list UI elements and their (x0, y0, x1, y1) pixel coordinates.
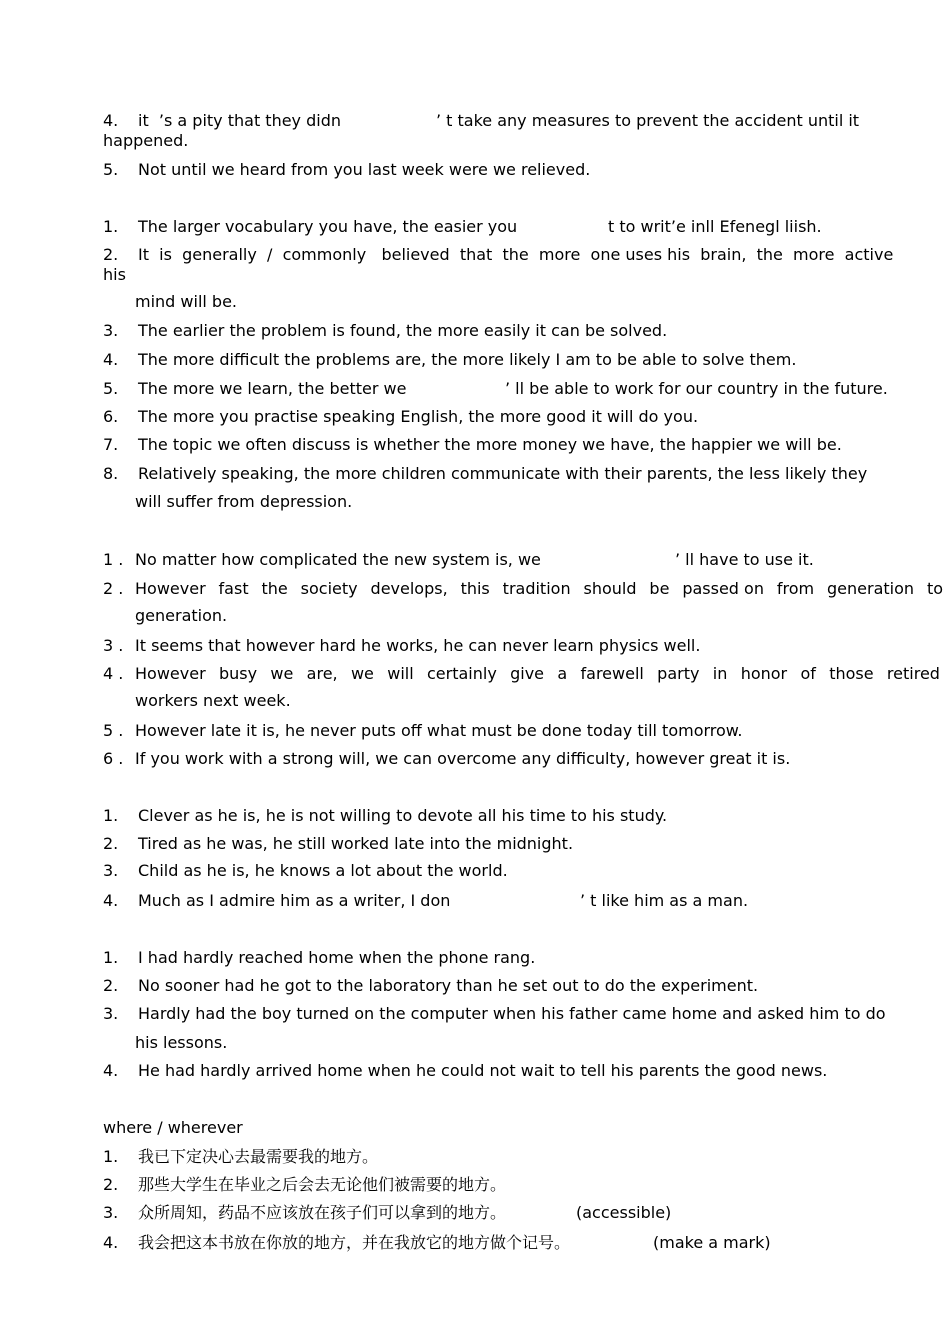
s1-item-4-cont: happened. (103, 131, 189, 150)
s4-item-4: 4. Much as I admire him as a writer, I don ’ t like him as a man. (103, 891, 749, 910)
s2-item-3: 3. The earlier the problem is found, the more easily it can be solved. (103, 321, 668, 340)
s2-item-4: 4. The more difficult the problems are, the more likely I am to be able to solve them. (103, 350, 797, 369)
s1-item-5: 5. Not until we heard from you last week were we relieved. (103, 160, 591, 179)
s3-item-3: 3 . It seems that however hard he works, he can never learn physics well. (103, 636, 701, 655)
s3-item-5: 5 . However late it is, he never puts off what must be done today till tomorrow. (103, 721, 743, 740)
s5-item-4: 4. He had hardly arrived home when he could not wait to tell his parents the good news. (103, 1061, 828, 1080)
s3-item-2-cont: generation. (135, 606, 228, 625)
s4-item-1: 1. Clever as he is, he is not willing to devote all his time to his study. (103, 806, 668, 825)
s5-item-3-cont: his lessons. (135, 1033, 228, 1052)
s6-item-4: 4. 我会把这本书放在你放的地方，并在我放它的地方做个记号。 (make a mark) (103, 1233, 771, 1252)
s2-item-1: 1. The larger vocabulary you have, the easier you t to writ’e inll Efenegl liish. (103, 217, 822, 236)
s3-item-4: However busy we are, we will certainly give a farewell party in honor of those retired (135, 664, 940, 683)
s2-item-8-cont: will suffer from depression. (135, 492, 353, 511)
s6-item-3-hint: (accessible) (576, 1203, 672, 1222)
s2-item-2-wrap: his (103, 265, 126, 284)
s6-heading: where / wherever (103, 1118, 243, 1137)
s2-item-2: 2. It is generally / commonly believed that the more one uses his brain, the more active (103, 245, 894, 264)
s2-item-5: 5. The more we learn, the better we ’ ll be able to work for our country in the future. (103, 379, 888, 398)
s6-item-4-hint: (make a mark) (653, 1233, 771, 1252)
s4-item-2: 2. Tired as he was, he still worked late into the midnight. (103, 834, 574, 853)
s5-item-2: 2. No sooner had he got to the laboratory than he set out to do the experiment. (103, 976, 759, 995)
s3-item-6: 6 . If you work with a strong will, we can overcome any difficulty, however great it is. (103, 749, 791, 768)
s3-item-1: 1 . No matter how complicated the new system is, we ’ ll have to use it. (103, 550, 814, 569)
s3-item-2-num: 2 . (103, 579, 124, 598)
s2-item-6: 6. The more you practise speaking English, the more good it will do you. (103, 407, 699, 426)
s5-item-1: 1. I had hardly reached home when the phone rang. (103, 948, 536, 967)
s5-item-3: 3. Hardly had the boy turned on the computer when his father came home and asked him to do (103, 1004, 886, 1023)
s6-item-1: 1. 我已下定决心去最需要我的地方。 (103, 1147, 379, 1166)
s2-item-2-cont: mind will be. (135, 292, 238, 311)
s1-item-4: 4. it ’s a pity that they didn ’ t take any measures to prevent the accident until it (103, 111, 860, 130)
s2-item-7: 7. The topic we often discuss is whether the more money we have, the happier we will be. (103, 435, 842, 454)
s3-item-4-num: 4 . (103, 664, 124, 683)
s4-item-3: 3. Child as he is, he knows a lot about the world. (103, 861, 508, 880)
s3-item-2: However fast the society develops, this tradition should be passed on from generation to (135, 579, 943, 598)
s3-item-4-cont: workers next week. (135, 691, 291, 710)
s6-item-3: 3. 众所周知，药品不应该放在孩子们可以拿到的地方。 (accessible) (103, 1203, 672, 1222)
s2-item-8: 8. Relatively speaking, the more children communicate with their parents, the less likely they (103, 464, 868, 483)
s6-item-2: 2. 那些大学生在毕业之后会去无论他们被需要的地方。 (103, 1175, 507, 1194)
